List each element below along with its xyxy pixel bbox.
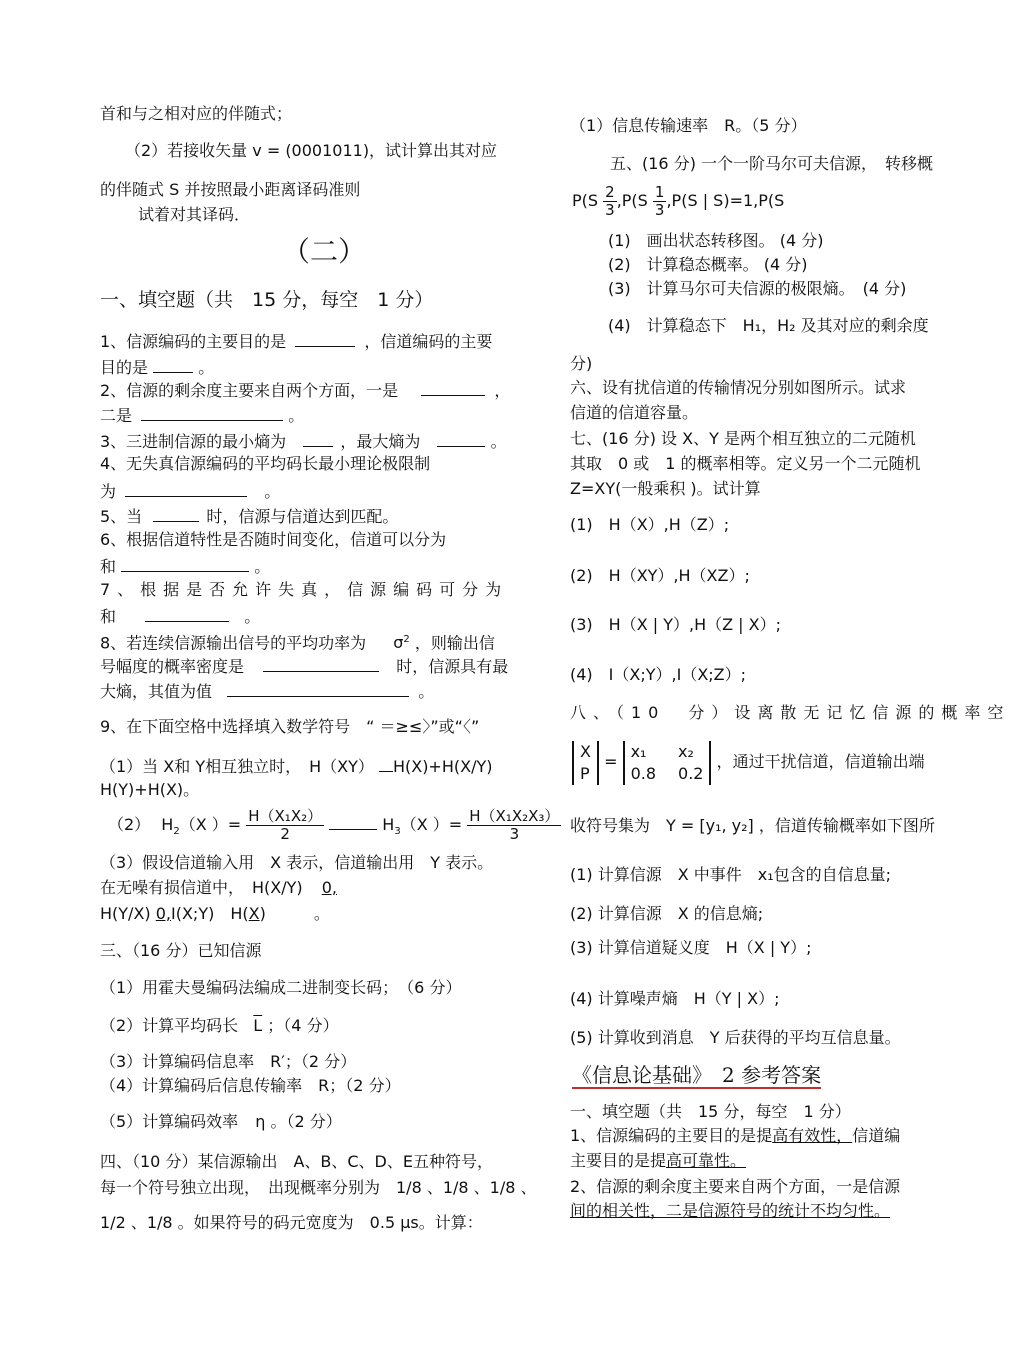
question-line [100,1112,342,1132]
blank [153,356,193,373]
matrix [623,741,712,785]
matrix-cell: 0.2 [678,763,704,783]
text-line: (3) H（X | Y）,H（Z | X）; [570,615,781,634]
question-line [100,404,304,426]
fraction [603,184,617,219]
text: 二是 [100,406,133,425]
answer-blank: X [248,904,260,923]
text-line: 六、设有扰信道的传输情况分别如图所示。试求 [570,378,907,397]
symbol: η [255,1112,266,1131]
text: 目的是 [100,358,149,377]
numerator: H（X₁X₂） [248,807,323,825]
text: 1、信源编码的主要目的是 [100,332,287,351]
fraction [246,808,324,843]
blank [153,505,199,522]
question-line: 6、根据信道特性是否随时间变化，信道可以分为 [100,530,447,549]
question-line: 1/2 、1/8 。如果符号的码元宽度为 0.5 μs。计算： [100,1213,483,1232]
text: 时，信源具有最 [396,657,509,676]
question-line [100,505,398,527]
matrix-cell: P [580,763,590,783]
text-line [570,1126,900,1146]
text-line: (3) 计算信道疑义度 H（X | Y）; [570,938,812,957]
text: 。 [264,482,281,501]
matrix-cell: X [580,741,591,761]
text: （2） [108,815,151,834]
blank [421,379,485,396]
section-heading: 三、（16 分）已知信源 [100,941,262,960]
blank [303,430,333,447]
blank [145,605,229,622]
text: 。 [244,607,261,626]
text: 。 [490,432,507,451]
text: H(X)+H(X/Y) [392,757,493,776]
text: 信道编 [852,1126,901,1145]
text: 。 [198,358,215,377]
section-title: （二） [282,235,367,268]
text-line: (2) H（XY）,H（XZ）; [570,566,750,585]
text: 1、信源编码的主要目的是提 [570,1126,773,1145]
text: 8、若连续信源输出信号的平均功率为 [100,633,367,653]
question-line: （3）假设信道输入用 X 表示，信道输出用 Y 表示。 [100,853,494,872]
text-line: 七、(16 分) 设 X、Y 是两个相互独立的二元随机 [570,429,916,448]
text-line: （1）信息传输速率 R。（5 分） [570,116,807,135]
blank [379,755,393,772]
text: 时，信源与信道达到匹配。 [206,507,399,526]
text-line: 2、信源的剩余度主要来自两个方面，一是信源 [570,1177,901,1196]
text: 。 [288,406,305,425]
text-line: (5) 计算收到消息 Y 后获得的平均互信息量。 [570,1028,901,1047]
text: 收符号集为 Y = [570,816,695,835]
text: ，通过干扰信道，信道输出端 [716,752,925,771]
text: 为 [100,482,117,501]
text-line: 的伴随式 S 并按照最小距离译码准则 [100,180,361,199]
matrix-cell: x₂ [678,741,694,761]
question-line [100,480,280,502]
question-line [100,655,508,677]
blank [437,430,485,447]
symbol: $\overline{L}$ [253,1016,263,1035]
text: H [382,815,395,834]
text-line: (1) 计算信源 X 中事件 x₁包含的自信息量; [570,865,892,884]
text: 5、当 [100,507,143,526]
question-line: （3）计算编码信息率 R′；（2 分） [100,1052,357,1071]
text-line [570,1151,746,1171]
text-line: (1) H（X）,H（Z）; [570,515,730,534]
right-column [560,0,1010,1345]
text-line: （2）若接收矢量 v = (0001011)，试计算出其对应 [125,141,498,160]
text: H(Y/X) [100,904,151,923]
question-line: （1）用霍夫曼编码法编成二进制变长码； （6 分） [100,978,462,997]
denominator: 3 [509,825,520,843]
blank [121,555,249,572]
answer-blank: 0, [321,878,338,897]
text: ,P(S | S [666,191,724,210]
text: （X ）= [400,815,463,834]
text: 大熵，其值为值 [100,682,213,701]
answer: 高可靠性。 [666,1151,747,1170]
question-line [100,680,434,702]
text-line: 其取 0 或 1 的概率相等。定义另一个二元随机 [570,454,921,473]
matrix-cell: 0.8 [630,763,657,783]
text: 在无噪有损信道中， H(X/Y) [100,878,303,897]
answer: 二是信源符号的统计不均匀性。 [666,1201,891,1220]
text: ，最大熵为 [340,432,421,451]
text: 。（2 分） [270,1112,342,1131]
question-line [100,1016,339,1036]
text-line: 八、（10 分）设离散无记忆信源的概率空 [570,703,1010,722]
text: （2）计算平均码长 [100,1016,239,1035]
question-line: 4、无失真信源编码的平均码长最小理论极限制 [100,454,431,473]
text: 。 [254,557,271,576]
text: 2、信源的剩余度主要来自两个方面，一是 [100,381,399,400]
text: 主要目的是提 [570,1151,667,1170]
text: H [161,815,174,834]
text-line: 分) [570,354,593,373]
text: 号幅度的概率密度是 [100,657,245,676]
answer-blank: 0, [155,904,171,923]
formula-line [572,181,784,221]
text-line: 五、(16 分) 一个一阶马尔可夫信源， 转移概 [610,154,934,173]
blank [295,330,355,347]
text-line: (4) 计算噪声熵 H（Y | X）; [570,989,780,1008]
text-line: (4) 计算稳态下 H₁，H₂ 及其对应的剩余度 [608,316,929,335]
text: I(X;Y) H( [171,904,249,923]
text: ,P(S [616,191,648,210]
text-line [570,816,935,836]
numerator: 1 [654,183,665,201]
text: ，信道传输概率如下图所 [758,816,935,835]
text-line: (2) 计算信源 X 的信息熵; [570,904,764,923]
answer: 间的相关性， [570,1201,667,1220]
denominator: 3 [605,201,615,219]
denominator: 2 [280,825,290,843]
subscript: 2 [173,826,180,838]
question-line [100,904,330,924]
text: （5）计算编码效率 [100,1112,239,1131]
matrix [572,741,599,785]
text: 和 [100,607,117,626]
text: （1）当 X和 Y相互独立时， H（XY） [100,757,374,776]
text: 。 [418,682,435,701]
question-line [100,379,510,401]
text: ；（4 分） [267,1016,339,1035]
text: ， [494,381,511,400]
question-line [100,878,337,898]
text: [y₁, y₂] [699,816,754,835]
question-line: （4）计算编码后信息传输率 R；（2 分） [100,1076,401,1095]
numerator: 2 [605,183,615,201]
fraction [467,808,561,843]
text: ，信道编码的主要 [364,332,493,351]
fraction [653,184,667,219]
sigma-symbol: σ [393,633,404,653]
question-line: H(Y)+H(X)。 [100,780,200,799]
section-heading: 一、填空题（共 15 分，每空 1 分） [100,289,434,311]
formula-line [108,803,561,847]
text: P(S [572,191,599,210]
blank [263,655,379,672]
answer: 高有效性， [772,1126,853,1145]
denominator: 3 [654,201,665,219]
superscript: 2 [403,634,410,645]
text-line [570,1201,890,1221]
text: 和 [100,557,117,576]
numerator: H（X₁X₂X₃） [469,807,560,825]
text: ，则输出信 [414,633,495,653]
answer-title [572,1062,821,1090]
question-line: 每一个符号独立出现， 出现概率分别为 1/8 、1/8 、1/8 、 [100,1178,537,1197]
question-line [100,330,492,352]
answer-title-text: 《信息论基础》 2 参考答案 [572,1063,822,1087]
text: 3、三进制信源的最小熵为 [100,432,287,451]
subscript: 3 [394,826,401,838]
text: （X ）= [179,815,242,834]
matrix-line: X P = x₁ x₂ 0.8 0.2 ，通过干扰信道，信道输出端 [572,735,925,789]
text-line: (2) 计算稳态概率。 (4 分) [608,255,808,274]
blank [329,813,377,830]
question-line: 7、根据是否允许失真，信源编码可分为 [100,580,509,599]
question-line [100,755,492,777]
question-line [100,555,270,577]
question-line [100,630,495,653]
blank [227,680,409,697]
text-line: 信道的信道容量。 [570,403,699,422]
blank [141,404,283,421]
question-line [100,430,507,452]
question-line [100,605,260,627]
text-line: Z=XY(一般乘积 )。试计算 [570,479,761,498]
text: )=1,P(S [723,191,785,210]
text-line: (4) I（X;Y）,I（X;Z）; [570,665,747,684]
text-line: (3) 计算马尔可夫信源的极限熵。 (4 分) [608,279,907,298]
question-line [100,356,214,378]
blank [125,480,247,497]
text-line: 试着对其译码． [138,205,251,224]
text-line: (1) 画出状态转移图。 (4 分) [608,231,824,250]
text-line: 首和与之相对应的伴随式； [100,104,293,123]
question-line: 四、（10 分）某信源输出 A、B、C、D、E五种符号， [100,1152,493,1171]
question-line: 9、在下面空格中选择填入数学符号 “ ＝≥≤〉”或“〈” [100,717,480,736]
matrix-cell: x₁ [630,741,647,761]
text-line: 一、填空题（共 15 分，每空 1 分） [570,1102,851,1121]
text: ) 。 [259,904,330,923]
